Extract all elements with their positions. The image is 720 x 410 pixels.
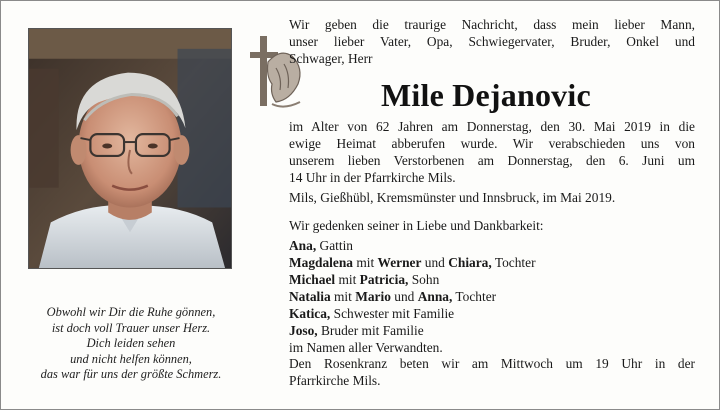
mourner-relation: Bruder mit Familie xyxy=(317,323,424,338)
mourner-name: Anna, xyxy=(417,289,453,304)
mourner-name: Joso, xyxy=(289,323,318,338)
mourner-name: Natalia xyxy=(289,289,331,304)
mourner-row xyxy=(289,237,695,254)
connector: und xyxy=(421,255,449,270)
mourner-row xyxy=(289,305,695,322)
mourner-name: Patricia, xyxy=(359,272,409,287)
mourner-name: Mario xyxy=(355,289,391,304)
mourner-relation: Sohn xyxy=(408,272,440,287)
mourner-name: Katica, xyxy=(289,306,331,321)
rosary-line: Pfarrkirche Mils. xyxy=(289,373,381,388)
mourner-name: Chiara, xyxy=(448,255,492,270)
mourner-row xyxy=(289,288,695,305)
poem-line: und nicht helfen können, xyxy=(70,351,192,366)
mourner-name: Werner xyxy=(377,255,422,270)
announcement-text xyxy=(289,118,695,186)
mourner-name: Michael xyxy=(289,272,336,287)
mourner-row xyxy=(289,322,695,339)
connector: mit xyxy=(335,272,360,287)
place-date-text: Mils, Gießhübl, Kremsmünster und Innsbruck, im Mai 2019. xyxy=(289,190,616,205)
remembrance-text: Wir gedenken seiner in Liebe und Dankbarkeit: xyxy=(289,218,544,233)
mourners-list xyxy=(289,237,695,356)
connector: und xyxy=(390,289,418,304)
portrait-photo xyxy=(28,28,232,269)
poem-line: Dich leiden sehen xyxy=(86,336,176,351)
rosary-line: Den Rosenkranz beten wir am Mittwoch um 19 Uhr in der xyxy=(289,356,695,371)
mourner-row xyxy=(289,339,695,356)
mourner-relation: Tochter xyxy=(452,289,497,304)
announcement-line: im Alter von 62 Jahren am Donnerstag, den 30. Mai 2019 in die xyxy=(289,119,695,134)
announcement-line: unserem lieben Verstorbenen am Donnerstag, den 6. Juni um xyxy=(289,153,695,168)
place-date xyxy=(289,189,695,206)
mourner-relation: im Namen aller Verwandten. xyxy=(289,340,443,355)
remembrance-heading xyxy=(289,217,695,234)
intro-line: unser lieber Vater, Opa, Schwiegervater, Bruder, Onkel und xyxy=(289,34,695,49)
mourner-relation: Tochter xyxy=(491,255,536,270)
deceased-name: Mile Dejanovic xyxy=(381,77,591,113)
poem-line: Obwohl wir Dir die Ruhe gönnen, xyxy=(46,305,216,319)
intro-line: Wir geben die traurige Nachricht, dass mein lieber Mann, xyxy=(289,17,695,32)
poem-line: das war für uns der größte Schmerz. xyxy=(40,367,222,382)
rosary-text xyxy=(289,355,695,389)
mourner-name: Magdalena xyxy=(289,255,353,270)
intro-line: Schwager, Herr xyxy=(289,51,373,66)
connector: mit xyxy=(352,255,378,270)
memorial-poem xyxy=(15,305,247,383)
mourner-row xyxy=(289,271,695,288)
announcement-line: 14 Uhr in der Pfarrkirche Mils. xyxy=(289,170,456,185)
mourner-relation: Schwester mit Familie xyxy=(330,306,455,321)
mourner-name: Ana, xyxy=(289,238,317,253)
mourner-relation: Gattin xyxy=(316,238,353,253)
intro-text xyxy=(289,16,695,67)
poem-line: ist doch voll Trauer unser Herz. xyxy=(51,320,211,335)
mourner-row xyxy=(289,254,695,271)
announcement-line: ewige Heimat abberufen wurde. Wir verabschieden uns von xyxy=(289,136,695,151)
connector: mit xyxy=(330,289,356,304)
